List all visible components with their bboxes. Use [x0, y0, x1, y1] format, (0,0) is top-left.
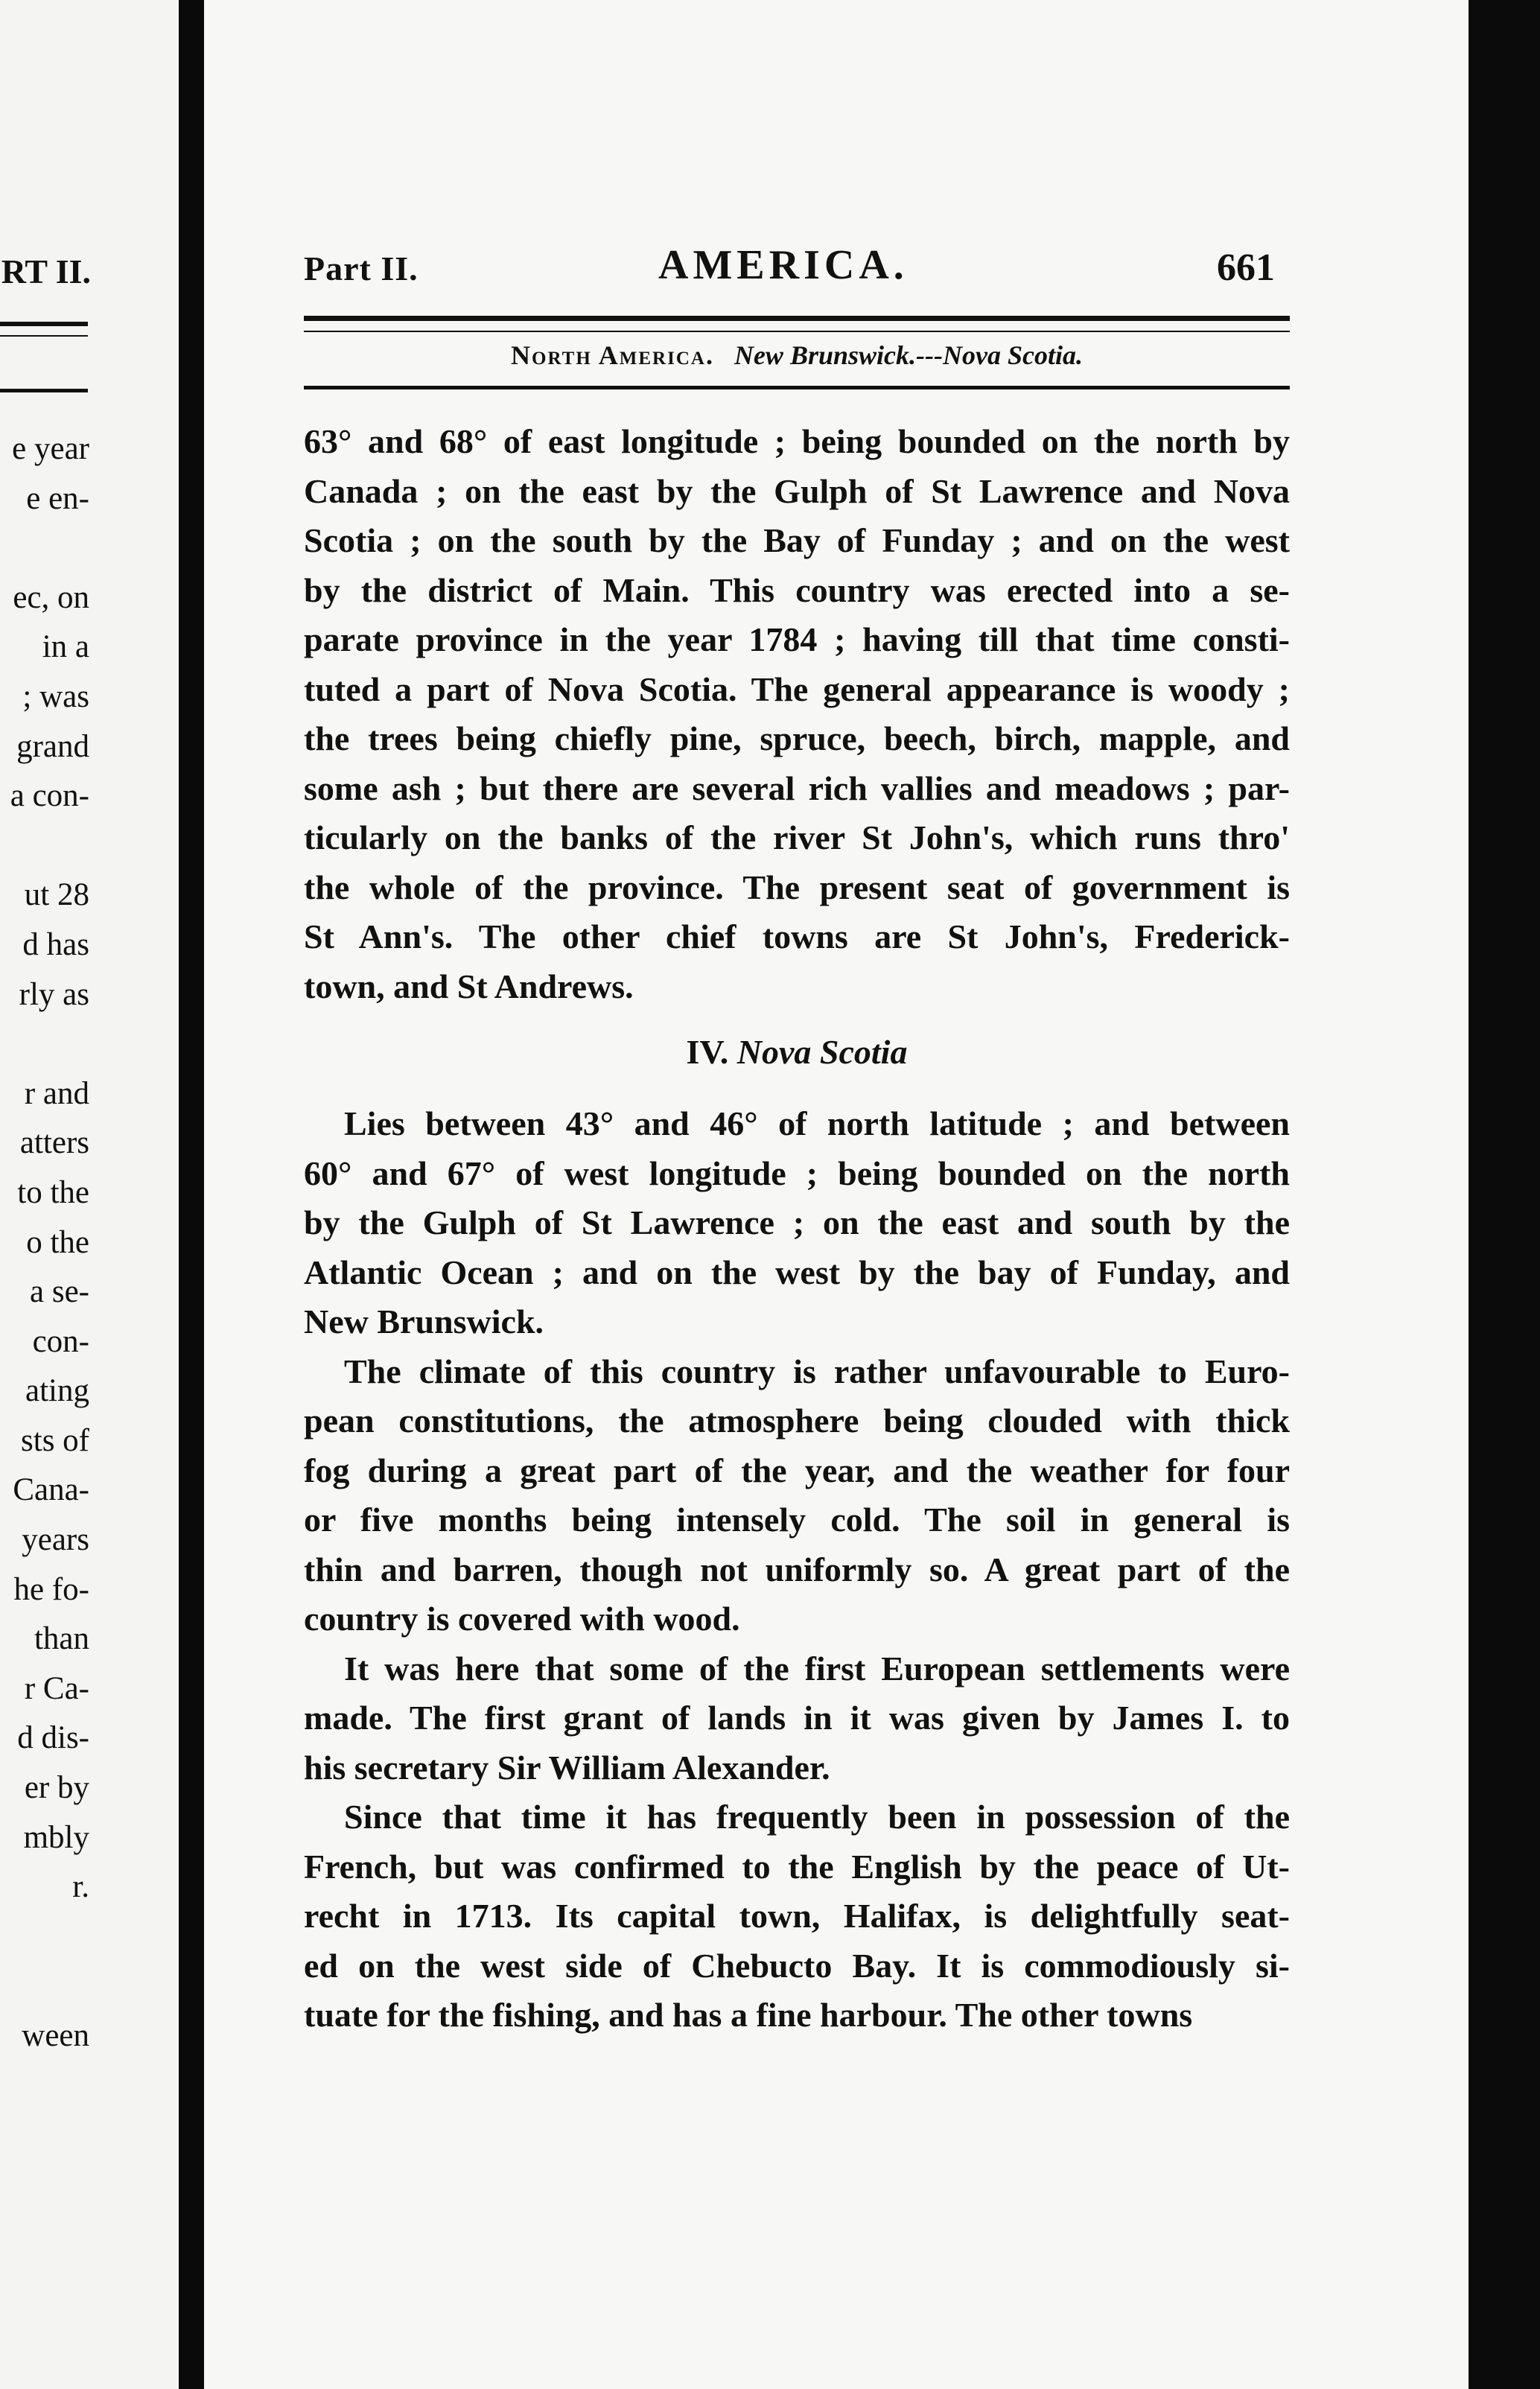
left-text-line: he fo-: [13, 1571, 89, 1607]
text-line: It was here that some of the first European settlements were: [344, 1649, 1290, 1687]
text-line: the trees being chiefly pine, spruce, beech, birch, mapple, and: [304, 719, 1290, 757]
text-line: Atlantic Ocean ; and on the west by the bay of Funday, and: [304, 1253, 1290, 1291]
left-text-line: mbly: [23, 1819, 89, 1855]
left-text-line: r.: [72, 1869, 89, 1905]
text-line: French, but was confirmed to the English by the peace of Ut-: [304, 1847, 1290, 1886]
left-text-line: in a: [42, 629, 89, 665]
text-line: pean constitutions, the atmosphere being clouded with thick: [304, 1402, 1290, 1440]
left-text-line: [10, 1912, 89, 1962]
left-text-line: to the: [17, 1174, 89, 1210]
left-page-fragment: [0, 0, 179, 2389]
left-rule: [0, 335, 88, 337]
text-line: New Brunswick.: [304, 1302, 544, 1340]
body-text: [304, 417, 1290, 2040]
page-number: 661: [1217, 246, 1275, 289]
text-line: country is covered with wood.: [304, 1600, 740, 1638]
left-text-line: ween: [22, 2018, 89, 2053]
text-line: town, and St Andrews.: [304, 967, 634, 1005]
left-text-line: than: [34, 1621, 89, 1657]
left-text-line: rly as: [19, 976, 89, 1012]
left-text-line: o the: [26, 1224, 89, 1260]
right-page: [204, 0, 1469, 2389]
text-line: made. The first grant of lands in it was given by James I. to: [304, 1699, 1290, 1737]
left-text-line: r Ca-: [24, 1670, 89, 1706]
left-text-line: [10, 524, 89, 573]
section-head: [304, 340, 1290, 371]
left-text-line: ut 28: [24, 877, 89, 913]
text-line: tuate for the fishing, and has a fine harbour. The other towns: [304, 1996, 1193, 2034]
book-title: AMERICA.: [658, 242, 909, 288]
text-line: The climate of this country is rather unfavourable to Euro-: [344, 1352, 1290, 1390]
left-text-line: e year: [12, 431, 89, 466]
text-line: 60° and 67° of west longitude ; being bounded on the north: [304, 1154, 1290, 1192]
book-gutter: [179, 0, 204, 2389]
left-text-line: a se-: [30, 1274, 89, 1310]
left-text-line: [10, 1962, 89, 2011]
text-line: ticularly on the banks of the river St John's, which runs thro': [304, 818, 1290, 856]
text-line: thin and barren, though not uniformly so. A great part of the: [304, 1550, 1290, 1588]
left-text-line: ating: [25, 1373, 89, 1409]
section-head-caps: North America.: [511, 340, 714, 370]
section-head-italic: New Brunswick.---Nova Scotia.: [734, 340, 1083, 370]
heading-title: Nova Scotia: [736, 1033, 908, 1071]
text-line: some ash ; but there are several rich vallies and meadows ; par-: [304, 769, 1290, 807]
text-line: Lies between 43° and 46° of north latitude ; and between: [344, 1104, 1290, 1142]
left-text-line: [10, 821, 89, 871]
left-rule: [0, 322, 88, 326]
chapter-heading: [304, 1011, 1290, 1099]
scan-edge: [1469, 0, 1540, 2389]
text-line: Scotia ; on the south by the Bay of Funday ; and on the west: [304, 521, 1290, 559]
text-line: by the Gulph of St Lawrence ; on the east and south by the: [304, 1203, 1290, 1241]
left-text-line: r and: [24, 1075, 89, 1111]
left-text-line: atters: [19, 1125, 89, 1161]
text-line: ed on the west side of Chebucto Bay. It is commodiously si-: [304, 1946, 1290, 1985]
left-text-line: er by: [24, 1770, 89, 1806]
left-text-line: ; was: [22, 678, 89, 714]
left-text-line: ec, on: [13, 579, 89, 615]
text-line: tuted a part of Nova Scotia. The general appearance is woody ;: [304, 669, 1290, 708]
left-page-text: [10, 424, 89, 2061]
text-line: recht in 1713. Its capital town, Halifax, is delightfully seat-: [304, 1897, 1290, 1935]
text-line: his secretary Sir William Alexander.: [304, 1748, 830, 1787]
left-text-line: [10, 1019, 89, 1069]
text-line: by the district of Main. This country was erected into a se-: [304, 570, 1290, 609]
left-text-line: d has: [22, 926, 89, 962]
left-text-line: a con-: [10, 778, 89, 814]
left-running-head: RT II.: [1, 252, 91, 290]
header-rule: [304, 316, 1290, 321]
text-line: St Ann's. The other chief towns are St John's, Frederick-: [304, 917, 1290, 955]
left-rule: [0, 389, 88, 392]
text-line: parate province in the year 1784 ; having till that time consti-: [304, 620, 1290, 658]
text-line: Canada ; on the east by the Gulph of St Lawrence and Nova: [304, 471, 1290, 510]
left-text-line: years: [22, 1522, 89, 1558]
left-text-line: sts of: [21, 1422, 89, 1458]
heading-number: IV.: [686, 1033, 737, 1071]
running-head: [204, 238, 1469, 298]
text-line: Since that time it has frequently been in possession of the: [344, 1798, 1290, 1836]
section-rule: [304, 386, 1290, 389]
text-line: or five months being intensely cold. The soil in general is: [304, 1501, 1290, 1539]
left-text-line: grand: [16, 728, 89, 764]
left-text-line: con-: [32, 1323, 89, 1359]
left-text-line: Cana-: [13, 1472, 89, 1508]
left-text-line: e en-: [26, 480, 89, 516]
text-line: 63° and 68° of east longitude ; being bounded on the north by: [304, 422, 1290, 460]
text-line: the whole of the province. The present seat of government is: [304, 868, 1290, 906]
left-text-line: d dis-: [17, 1720, 89, 1756]
part-label: Part II.: [304, 249, 419, 287]
header-rule: [304, 331, 1290, 332]
text-line: fog during a great part of the year, and the weather for four: [304, 1451, 1290, 1489]
